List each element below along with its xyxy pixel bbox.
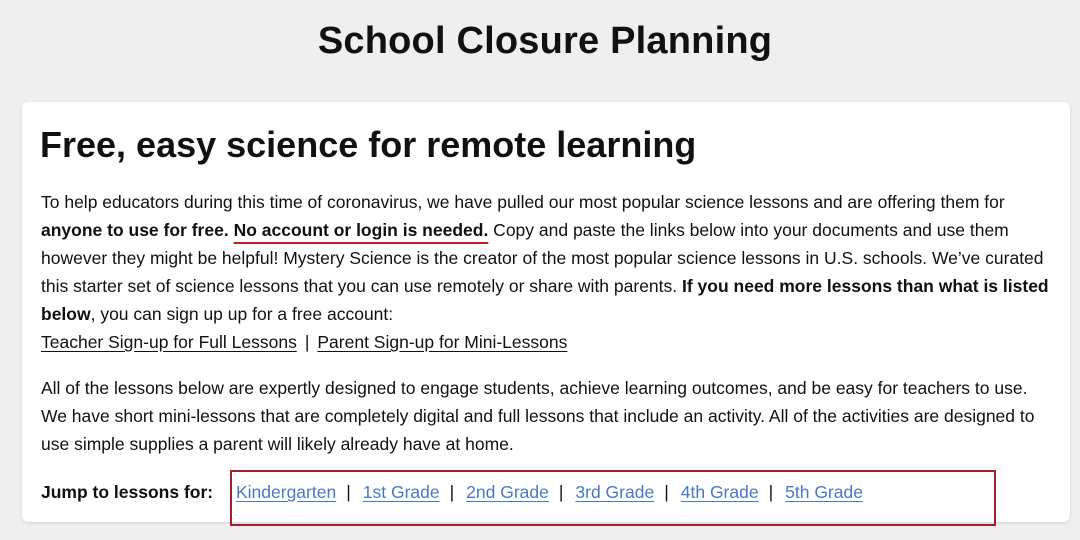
jump-to-lessons-row (41, 478, 863, 506)
grade-separator: | (558, 482, 564, 502)
jump-label: Jump to lessons for: (41, 482, 214, 502)
intro-text-1: To help educators during this time of coronavirus, we have pulled our most popular science lessons and are offering them for (41, 192, 1005, 212)
intro-bold-no-account: No account or login is needed. (233, 220, 489, 240)
grade-link-1st[interactable]: 1st Grade (362, 482, 440, 502)
grade-links (236, 482, 863, 502)
grade-link-kindergarten[interactable]: Kindergarten (235, 482, 337, 502)
intro-text-2: Copy and paste the links below into your documents and use them however they might be helpful! Mystery Science is the creator of the most popular science lessons in U.S. schools. We’ve curated this starter set of science lessons that you can use remotely or share with parents. (41, 220, 1044, 296)
grade-separator: | (768, 482, 774, 502)
page-title: School Closure Planning (317, 20, 773, 62)
grade-separator: | (346, 482, 351, 502)
intro-bold-free: anyone to use for free. (41, 220, 229, 240)
intro-bold-more-lessons: If you need more lessons than what is listed below (41, 276, 1049, 324)
lessons-description: All of the lessons below are expertly designed to engage students, achieve learning outcomes, and be easy for teachers to use. We have short mini-lessons that are completely digital and full lessons that include an activity. All of the activities are designed to use simple supplies a parent will likely already have at home. (41, 378, 1035, 454)
teacher-signup-link[interactable]: Teacher Sign-up for Full Lessons (41, 332, 297, 352)
parent-signup-link[interactable]: Parent Sign-up for Mini-Lessons (317, 332, 568, 352)
grade-link-5th[interactable]: 5th Grade (785, 482, 863, 502)
grade-link-4th[interactable]: 4th Grade (680, 482, 759, 502)
grade-separator: | (664, 482, 669, 502)
grade-link-3rd[interactable]: 3rd Grade (575, 482, 655, 502)
signup-separator: | (304, 332, 310, 352)
intro-paragraph (41, 188, 1056, 356)
intro-text-3: , you can sign up up for a free account: (90, 304, 394, 324)
grade-separator: | (449, 482, 455, 502)
grade-link-2nd[interactable]: 2nd Grade (466, 482, 549, 502)
card-heading: Free, easy science for remote learning (40, 124, 697, 165)
